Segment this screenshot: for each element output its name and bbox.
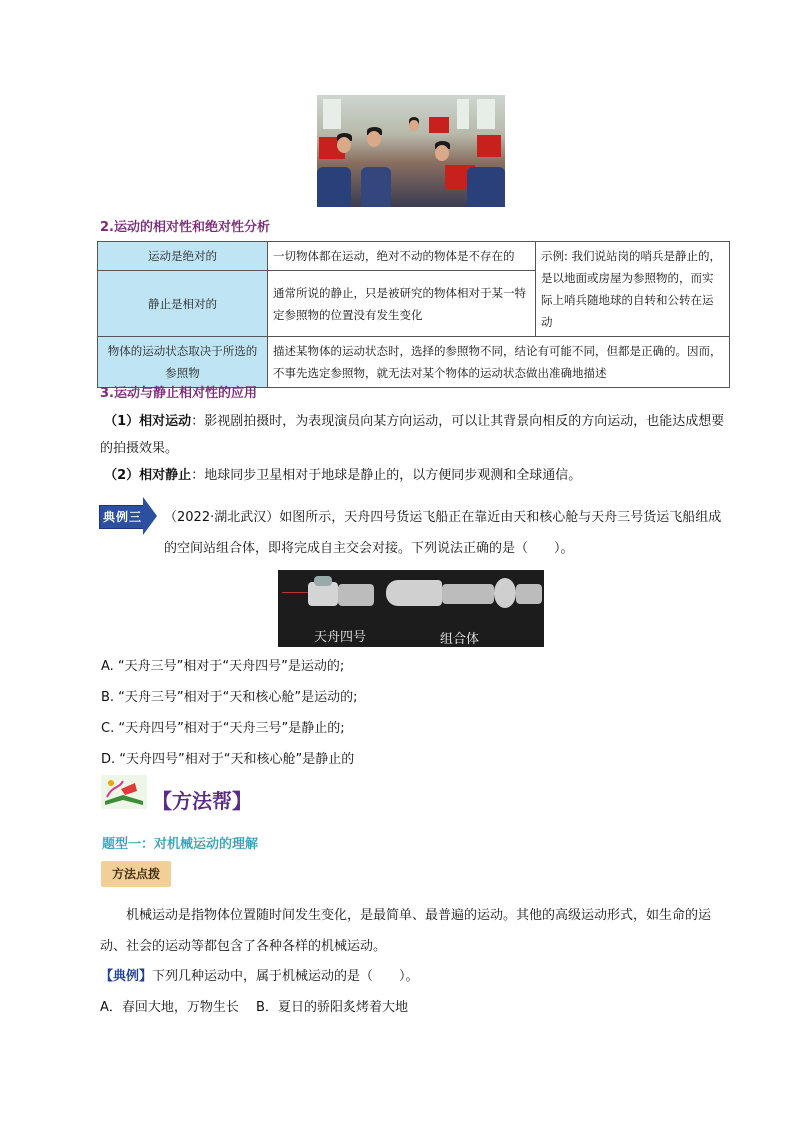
type-1-title: 题型一：对机械运动的理解 [102,837,259,852]
section-2-title: 2.运动的相对性和绝对性分析 [100,220,270,235]
typical-label: 【典例】 [100,969,153,984]
space-station-image [278,570,544,647]
relative-motion-label: （1）相对运动 [104,414,192,429]
relative-motion-text: ：影视剧拍摄时，为表现演员向某方向运动，可以让其背景向相反的方向运动，也能达成想要的拍摄效果。 [100,414,725,456]
table-cell-motion-absolute: 一切物体都在运动，绝对不动的物体是不存在的 [268,242,536,271]
table-cell-example: 示例: 我们说站岗的哨兵是静止的，是以地面或房屋为参照物的，而实际上哨兵随地球的自转和公转在运动 [536,242,730,337]
option-d: D. “天舟四号”相对于“天和核心舱”是静止的 [101,752,355,767]
relative-rest-paragraph [100,462,725,489]
typical-stem: 下列几种运动中，属于机械运动的是（ ）。 [152,969,419,984]
option-b: B. “天舟三号”相对于“天和核心舱”是运动的; [101,690,358,705]
relativity-table [97,241,730,388]
table-cell-rest-relative: 通常所说的静止，只是被研究的物体相对于某一特定参照物的位置没有发生变化 [268,271,536,337]
method-section-title: 【方法帮】 [152,789,252,813]
option-c: C. “天舟四号”相对于“天舟三号”是静止的; [101,721,345,736]
method-tip-text: 机械运动是指物体位置随时间发生变化，是最简单、最普遍的运动。其他的高级运动形式，如生命的运动、社会的运动等都包含了各种各样的机械运动。 [100,908,712,954]
table-head-motion-absolute: 运动是绝对的 [98,242,268,271]
train-passengers-photo [317,95,505,207]
label-tianzhou-4: 天舟四号 [314,630,367,645]
table-cell-reference: 描述某物体的运动状态时，选择的参照物不同，结论有可能不同，但都是正确的。因而，不事先选定参照物，就无法对某个物体的运动状态做出准确地描述 [268,337,730,388]
typical-example [100,963,725,990]
option-a: A. “天舟三号”相对于“天舟四号”是运动的; [101,659,345,674]
table-head-reference: 物体的运动状态取决于所选的参照物 [98,337,268,388]
section-3-title: 3.运动与静止相对性的应用 [100,386,257,401]
example-3-stem-text: （2022·湖北武汉）如图所示，天舟四号货运飞船正在靠近由天和核心舱与天舟三号货运飞船组成的空间站组合体，即将完成自主交会对接。下列说法正确的是（ ）。 [164,510,722,556]
relative-rest-text: ：地球同步卫星相对于地球是静止的，以方便同步观测和全球通信。 [191,468,582,483]
relative-motion-paragraph [100,408,725,462]
relative-rest-label: （2）相对静止 [104,468,192,483]
table-head-rest-relative: 静止是相对的 [98,271,268,337]
example-badge-label: 典例三 [103,510,143,524]
example-badge [99,497,157,535]
method-book-icon [101,775,147,809]
typical-options: A．春回大地，万物生长 B．夏日的骄阳炙烤着大地 [100,1000,408,1015]
example-3-stem [164,502,729,564]
label-combined-body: 组合体 [440,632,480,647]
method-tip-badge: 方法点拨 [101,861,171,887]
